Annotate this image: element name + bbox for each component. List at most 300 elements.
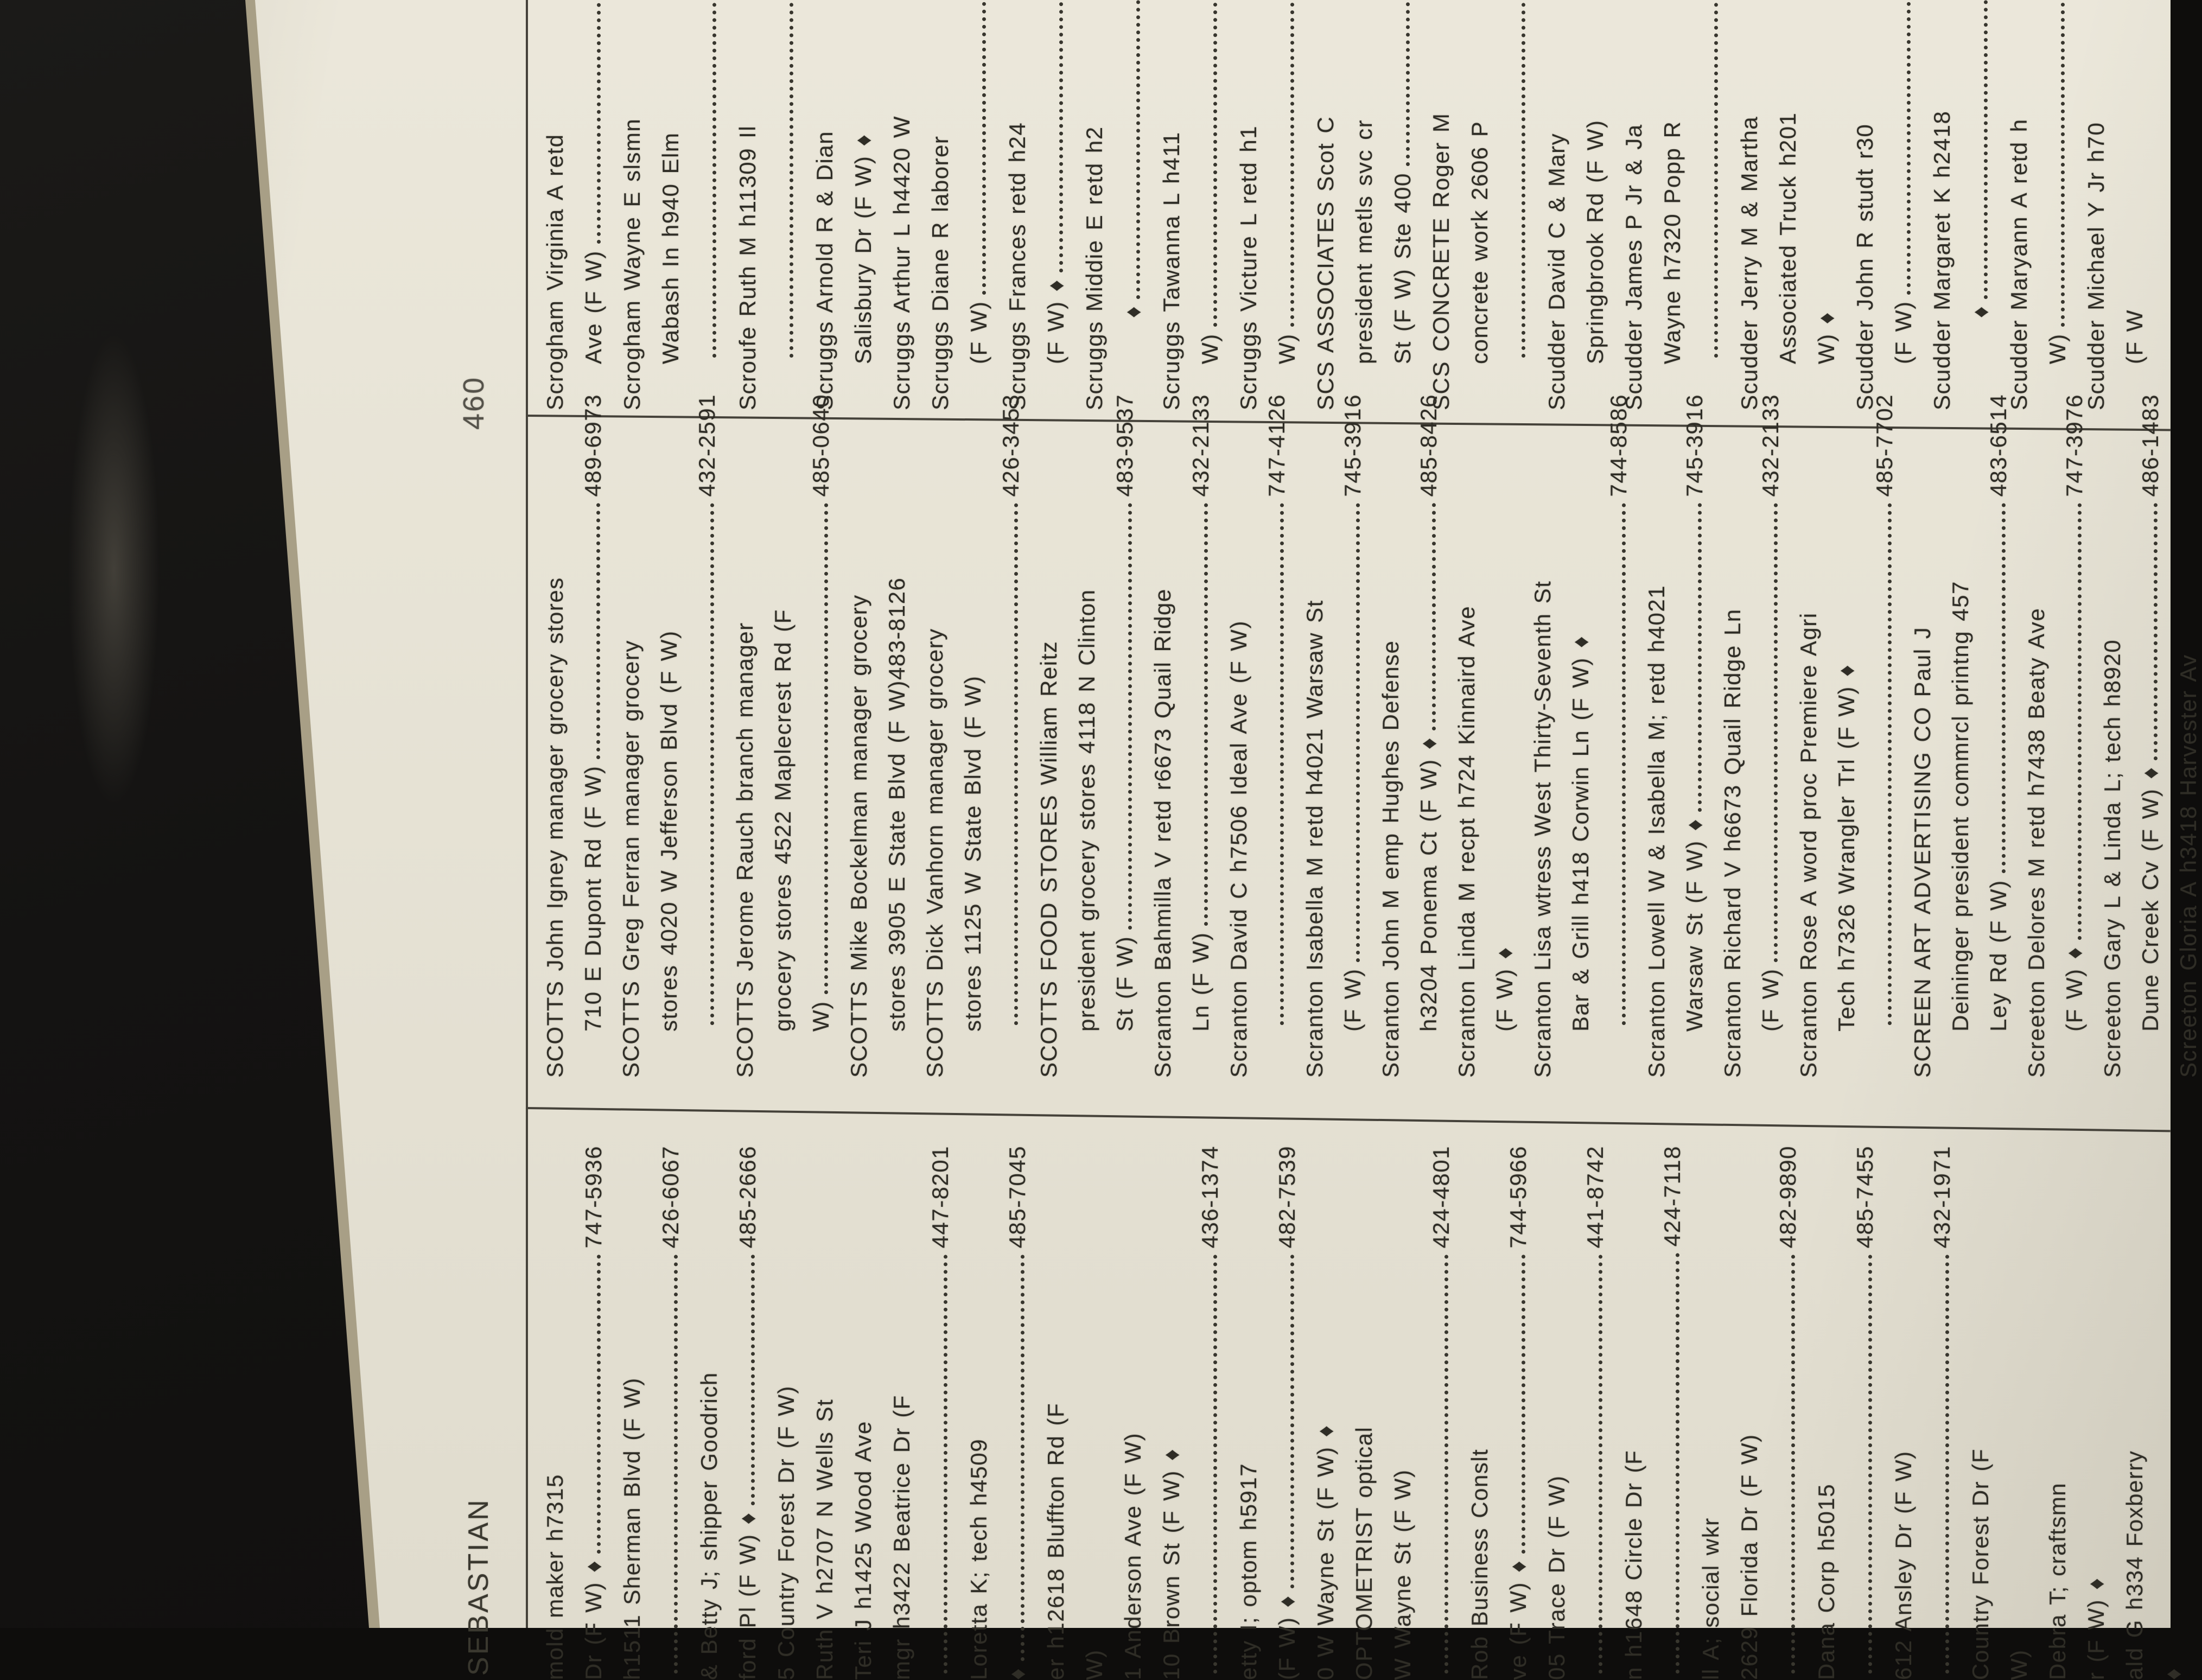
directory-line <box>1158 1448 1185 1680</box>
line-text: 5 Country Forest Dr (F W) <box>773 1385 799 1680</box>
line-text: Scranton Rose A word proc Premiere Agri <box>1796 612 1821 1078</box>
phone-number: 745-3916 <box>1682 394 1707 497</box>
directory-line <box>883 394 911 1078</box>
phone-number: 747-3976 <box>2061 394 2087 497</box>
line-text: mold maker h7315 <box>542 1474 568 1680</box>
line-text: 2629 Florida Dr (F W) <box>1736 1434 1762 1680</box>
dot-leader <box>1599 1255 1602 1674</box>
directory-line <box>2175 654 2202 1078</box>
line-text: SCOTTS Jerome Rauch branch manager <box>732 622 758 1078</box>
directory-line <box>807 394 835 1078</box>
directory-line <box>1505 0 1532 410</box>
directory-line <box>888 116 915 410</box>
directory-line <box>2160 1668 2187 1680</box>
phone-number: 485-2666 <box>735 1146 760 1249</box>
directory-line <box>1073 589 1100 1078</box>
line-text: 612 Ansley Dr (F W) <box>1891 1450 1916 1680</box>
directory-line <box>734 125 761 410</box>
line-text: St (F W) <box>1112 936 1137 1032</box>
directory-line <box>1582 120 1609 410</box>
line-text: Rob Business Conslt <box>1467 1448 1492 1680</box>
dot-leader <box>1356 504 1360 962</box>
directory-line <box>1235 125 1262 410</box>
phone-number: 482-9890 <box>1775 1146 1800 1249</box>
line-text: (F W) <box>1758 968 1783 1032</box>
directory-line <box>1757 394 1784 1078</box>
directory-line <box>657 132 684 410</box>
line-text: Scruggs Middie E retd h2 <box>1081 126 1107 410</box>
line-text: stores 3905 E State Blvd (F W) <box>884 680 909 1032</box>
directory-line <box>1543 1475 1570 1680</box>
line-text: (F W) ♦ <box>1492 946 1517 1032</box>
line-text: Scranton David C h7506 Ideal Ave (F W) <box>1226 620 1251 1078</box>
line-text: Warsaw St (F W) ♦ <box>1682 818 1707 1032</box>
directory-line <box>959 676 987 1078</box>
dot-leader <box>824 504 828 995</box>
line-text: r (F W) ♦ <box>2083 1577 2109 1680</box>
directory-line <box>1466 1449 1493 1680</box>
line-text: ll A; social wkr <box>1698 1517 1723 1680</box>
line-text: Scruggs Diane R laborer <box>927 135 953 410</box>
line-text: Scudder Michael Y Jr h70 <box>2083 122 2109 410</box>
directory-line <box>1719 608 1746 1078</box>
dot-leader <box>1406 0 1410 166</box>
line-text: (F W) <box>1891 301 1916 364</box>
line-text: W) <box>1274 333 1300 364</box>
directory-line <box>1235 1463 1262 1680</box>
dot-leader <box>1676 1253 1679 1673</box>
line-text: Scranton Bahmilla V retd r6673 Quail Ridge <box>1150 588 1175 1078</box>
page-number: 460 <box>457 376 490 430</box>
phone-number: 436-1374 <box>1197 1146 1223 1249</box>
dot-leader <box>596 504 600 759</box>
dot-leader <box>1791 1255 1795 1674</box>
dot-leader <box>2002 504 2006 874</box>
phone-number: 432-2591 <box>694 394 720 497</box>
line-text: Country Forest Dr (F <box>1968 1448 1993 1680</box>
dot-leader <box>1888 504 1892 1026</box>
line-text: Wabash In h940 Elm <box>658 132 683 364</box>
line-text: Dune Creek Cv (F W) ♦ <box>2137 766 2163 1032</box>
phone-number: 486-1483 <box>2137 394 2163 497</box>
line-text: Scudder John R studt r30 <box>1852 123 1878 410</box>
line-text: concrete work 2606 P <box>1467 120 1492 364</box>
directory-line <box>2044 0 2071 410</box>
directory-line <box>1119 0 1147 410</box>
directory-line <box>1620 124 1647 410</box>
directory-line <box>1967 1448 1994 1680</box>
dot-leader <box>1868 1255 1872 1674</box>
dot-leader <box>1945 1255 1949 1674</box>
directory-line <box>655 631 683 1078</box>
directory-line <box>965 1439 992 1680</box>
dot-leader <box>712 0 716 358</box>
phone-number: 483-6514 <box>1985 394 2011 497</box>
dot-leader <box>710 504 714 1026</box>
line-text: Ley Rd (F W) <box>1985 880 2011 1032</box>
line-text: Scrogham Wayne E slsmn <box>619 118 645 410</box>
line-text: Scudder Maryann A retd h <box>2006 118 2032 410</box>
dot-leader <box>1714 0 1718 358</box>
directory-line <box>693 394 721 1078</box>
line-text: Scruggs Victure L retd h1 <box>1236 125 1261 410</box>
line-text: (F W) ♦ <box>1043 279 1068 364</box>
line-text: Deininger president commrcl printng 457 <box>1948 581 1973 1032</box>
line-text: Tech h7326 Wrangler Trl (F W) ♦ <box>1834 664 1859 1032</box>
phone-number: 485-8426 <box>1416 394 1441 497</box>
line-text: Scruggs Frances retd h24 <box>1004 122 1030 410</box>
dot-leader <box>1213 0 1217 327</box>
phone-number: 744-8586 <box>1606 394 1631 497</box>
directory-line <box>2061 394 2088 1078</box>
dot-leader <box>1204 504 1208 926</box>
directory-line <box>1890 1450 1917 1680</box>
line-text: ♦ <box>1968 306 1993 318</box>
phone-number: 447-8201 <box>927 1146 953 1249</box>
directory-line <box>542 1474 569 1680</box>
line-text: h3204 Ponema Ct (F W) ♦ <box>1416 737 1441 1032</box>
line-text: Wayne h7320 Popp R <box>1659 120 1685 364</box>
directory-line <box>1149 588 1176 1078</box>
line-text: SCOTTS Mike Bockelman manager grocery <box>846 594 871 1078</box>
dot-leader <box>1522 0 1525 358</box>
line-text: (F W) ♦ <box>1274 1595 1300 1680</box>
directory-line <box>1042 1403 1070 1680</box>
line-text: Ln (F W) <box>1188 932 1213 1032</box>
directory-line <box>1643 585 1670 1078</box>
line-text: SCOTTS FOOD STORES William Reitz <box>1036 640 1061 1078</box>
directory-line <box>850 1421 877 1680</box>
line-text: Scudder Jerry M & Martha <box>1736 116 1762 410</box>
directory-line <box>1377 640 1404 1078</box>
directory-line <box>1042 0 1070 410</box>
directory-line <box>2006 118 2033 410</box>
directory-line <box>542 577 569 1078</box>
dot-leader <box>982 0 986 295</box>
line-text: SCOTTS John Igney manager grocery stores <box>542 577 568 1078</box>
directory-line <box>2044 1482 2071 1680</box>
directory-line <box>769 609 797 1078</box>
phone-number: 483-8126 <box>884 577 909 680</box>
phone-number: 432-2133 <box>1758 394 1783 497</box>
directory-line <box>657 1146 684 1680</box>
directory-line <box>1890 0 1917 410</box>
directory-line <box>965 0 992 410</box>
line-text: grocery stores 4522 Maplecrest Rd (F <box>770 609 795 1032</box>
directory-line <box>1659 121 1686 410</box>
directory-line <box>1339 394 1366 1078</box>
directory-line <box>2083 122 2110 410</box>
line-text: St (F W) Ste 400 <box>1390 173 1415 364</box>
dot-leader <box>1136 0 1140 299</box>
phone-number: 744-5966 <box>1505 1146 1531 1249</box>
guide-word: SEBASTIAN <box>463 1498 494 1676</box>
line-text: ♦ <box>2160 1668 2186 1680</box>
directory-line <box>1833 664 1860 1078</box>
directory-line <box>1813 1484 1840 1680</box>
column-top <box>521 0 2171 412</box>
line-text: (F W) <box>966 301 991 364</box>
line-text: & Betty J; shipper Goodrich <box>696 1372 722 1680</box>
line-text: Screeton Delores M retd h7438 Beaty Ave <box>2023 607 2049 1078</box>
directory-line <box>921 628 949 1078</box>
dot-leader <box>597 0 601 244</box>
phone-number: 426-6067 <box>658 1146 683 1249</box>
line-text: ford Pl (F W) ♦ <box>735 1512 760 1680</box>
directory-line <box>2083 1577 2110 1680</box>
line-text: Ave (F W) <box>581 250 606 364</box>
directory-line <box>1197 1146 1224 1680</box>
directory-line <box>1351 119 1378 410</box>
directory-line <box>1567 635 1594 1078</box>
directory-line <box>1389 0 1416 410</box>
phone-number: 747-5936 <box>581 1146 606 1249</box>
directory-line <box>1774 112 1802 410</box>
directory-line <box>618 640 645 1078</box>
directory-line <box>696 1372 723 1680</box>
directory-line <box>1851 124 1879 410</box>
phone-number: 432-2133 <box>1188 394 1213 497</box>
dot-leader <box>1059 0 1063 272</box>
line-text: Loretta K; tech h4509 <box>966 1438 991 1680</box>
directory-line <box>619 118 646 410</box>
line-text: n h1648 Circle Dr (F <box>1621 1449 1646 1680</box>
line-text: 0 W Wayne St (F W) ♦ <box>1313 1424 1338 1680</box>
dot-leader <box>1128 504 1132 930</box>
directory-line <box>542 134 569 411</box>
directory-line <box>773 0 800 410</box>
directory-line <box>1736 1434 1763 1680</box>
line-text: Ruth V h2707 N Wells St <box>812 1398 837 1680</box>
line-text: Screeton Gary L & Linda L; tech h8920 <box>2099 639 2125 1078</box>
directory-line <box>580 394 607 1078</box>
directory-line <box>2023 608 2050 1078</box>
dot-leader <box>944 1255 947 1674</box>
line-text: SCREEN ART ADVERTISING CO Paul J <box>1910 626 1935 1078</box>
line-text: 10 Brown St (F W) ♦ <box>1159 1448 1184 1680</box>
directory-line <box>1929 111 1956 410</box>
dot-leader <box>2154 504 2158 760</box>
directory-line <box>1697 0 1724 410</box>
dot-leader <box>1907 0 1911 295</box>
directory-line <box>1428 1146 1455 1680</box>
dot-leader <box>1984 0 1988 299</box>
directory-line <box>1453 606 1480 1078</box>
directory-line <box>1582 1146 1609 1680</box>
directory-line <box>696 0 723 410</box>
phone-number: 485-7702 <box>1872 394 1897 497</box>
dot-leader <box>674 1255 678 1674</box>
directory-line <box>2137 394 2164 1078</box>
line-text: Scruggs Arthur L h4420 W <box>889 115 914 410</box>
line-text: Scroufe Ruth M h11309 Il <box>735 125 760 410</box>
line-text: Scrogham Virginia A retd <box>542 133 568 410</box>
directory-line <box>1004 122 1031 410</box>
line-text: OPTOMETRIST optical <box>1351 1426 1377 1680</box>
line-text: 710 E Dupont Rd (F W) <box>580 765 606 1032</box>
line-text: mgr h3422 Beatrice Dr (F <box>889 1395 914 1680</box>
directory-line <box>811 1399 838 1680</box>
directory-line <box>1659 1146 1686 1680</box>
directory-line <box>2099 639 2126 1078</box>
directory-line <box>1351 1427 1378 1680</box>
directory-line <box>1774 1146 1802 1680</box>
directory-line <box>1035 641 1062 1078</box>
dot-leader <box>1774 504 1778 962</box>
directory-line <box>619 1377 646 1680</box>
directory-line <box>1929 1146 1956 1680</box>
directory-line <box>1187 394 1214 1078</box>
dot-leader <box>2061 0 2065 327</box>
directory-line <box>1263 394 1290 1078</box>
line-text: stores 4020 W Jefferson Blvd (F W) <box>656 630 682 1032</box>
directory-line <box>1947 581 1974 1078</box>
directory-line <box>1505 1146 1532 1680</box>
directory-line <box>1415 394 1442 1078</box>
line-text: (F W <box>2122 309 2147 364</box>
directory-line <box>2121 1450 2148 1680</box>
line-text: Screeton Gloria A h3418 Harvester Av <box>2175 654 2201 1078</box>
dot-leader <box>1444 1255 1448 1674</box>
dot-leader <box>1698 504 1702 812</box>
directory-line <box>1004 1146 1031 1680</box>
line-text: (F W) ♦ <box>2061 946 2087 1032</box>
line-text: ♦ <box>1004 1668 1030 1680</box>
line-text: SCOTTS Dick Vanhorn manager grocery <box>922 628 947 1078</box>
directory-line <box>580 0 607 410</box>
directory-line <box>1466 121 1493 410</box>
directory-line <box>734 1146 761 1680</box>
dot-leader <box>1280 504 1284 1026</box>
line-text: W) <box>1197 333 1223 364</box>
phone-number: 485-7455 <box>1852 1146 1878 1249</box>
directory-line <box>1312 1424 1339 1680</box>
dot-leader <box>2078 504 2082 940</box>
directory-line <box>1301 600 1328 1078</box>
line-text: Scranton Lowell W & Isabella M; retd h4021 <box>1644 584 1669 1078</box>
directory-line <box>1967 0 1994 410</box>
directory-line <box>1813 311 1840 410</box>
line-text: (F W) <box>1340 968 1365 1032</box>
line-text: W) <box>2045 333 2070 364</box>
line-text: Dana Corp h5015 <box>1813 1483 1839 1680</box>
phone-number: 432-1971 <box>1929 1146 1955 1249</box>
directory-line <box>850 134 877 410</box>
phone-number: 424-4801 <box>1428 1146 1454 1249</box>
directory-line <box>997 394 1024 1078</box>
line-text: 05 Trace Dr (F W) <box>1544 1475 1569 1680</box>
dot-leader <box>1021 1255 1024 1662</box>
line-text: er h12618 Bluffton Rd (F <box>1043 1402 1068 1680</box>
line-text: Springbrook Rd (F W) <box>1582 119 1608 364</box>
dot-leader <box>1290 0 1294 327</box>
line-text: Scranton Linda M recpt h724 Kinnaird Ave <box>1454 605 1479 1078</box>
dot-leader <box>1290 1255 1294 1589</box>
directory-line <box>1605 394 1632 1078</box>
line-text: SCOTTS Greg Ferran manager grocery <box>618 640 644 1078</box>
directory-line <box>1158 131 1185 410</box>
directory-line <box>1081 1649 1108 1680</box>
directory-line <box>927 1146 954 1680</box>
column-bottom <box>521 1116 2186 1680</box>
directory-line <box>1909 627 1936 1078</box>
directory-line <box>1985 394 2012 1078</box>
dot-leader <box>1213 1255 1217 1674</box>
phone-number: 489-6973 <box>580 394 606 497</box>
line-text: W Wayne St (F W) <box>1390 1469 1415 1680</box>
line-text: Scudder Margaret K h2418 <box>1929 110 1955 410</box>
directory-line <box>1312 116 1339 410</box>
phone-number: 483-9537 <box>1112 394 1137 497</box>
phone-number: 441-8742 <box>1582 1146 1608 1249</box>
directory-line <box>1620 1450 1647 1680</box>
directory-line <box>927 136 954 410</box>
directory-line <box>1119 1433 1147 1680</box>
directory-line <box>1274 0 1301 410</box>
directory-line <box>1491 946 1518 1078</box>
line-text: W) <box>2006 1649 2032 1680</box>
phone-number: 482-7539 <box>1274 1146 1300 1249</box>
line-text: SCS CONCRETE Roger M <box>1428 112 1454 410</box>
directory-line <box>1111 394 1138 1078</box>
line-text: president grocery stores 4118 N Clinton <box>1074 589 1099 1032</box>
line-text: ♦ <box>1120 306 1145 318</box>
dot-leader <box>1432 504 1436 731</box>
directory-line <box>1681 394 1708 1078</box>
directory-line <box>1081 126 1108 410</box>
directory-line <box>888 1395 915 1680</box>
line-text: Scranton John M emp Hughes Defense <box>1378 640 1403 1078</box>
directory-line <box>1197 0 1224 410</box>
line-text: ald G h334 Foxberry <box>2122 1450 2147 1680</box>
line-text: h1511 Sherman Blvd (F W) <box>619 1377 645 1680</box>
line-text: Bar & Grill h418 Corwin Ln (F W) ♦ <box>1568 635 1593 1032</box>
directory-line <box>1389 1469 1416 1680</box>
column-middle <box>521 394 2201 1081</box>
line-text: ve (F W) ♦ <box>1505 1560 1531 1680</box>
phone-number: 747-4126 <box>1264 394 1289 497</box>
phone-number: 424-7118 <box>1659 1146 1685 1247</box>
dot-leader <box>1622 504 1626 1026</box>
directory-line <box>1736 116 1763 410</box>
line-text: Scranton Lisa wtress West Thirty-Seventh St <box>1530 580 1555 1078</box>
line-text: SCS ASSOCIATES Scot C <box>1313 116 1338 410</box>
dot-leader <box>751 1255 755 1506</box>
dot-leader <box>1522 1255 1525 1554</box>
line-text: Associated Truck h201 <box>1775 112 1800 364</box>
directory-line <box>1529 581 1556 1078</box>
directory-line <box>580 1146 607 1680</box>
directory-line <box>1428 113 1455 410</box>
dot-leader <box>1014 504 1018 1026</box>
line-text: Scranton Isabella M retd h4021 Warsaw St <box>1302 600 1327 1078</box>
line-text: W) <box>808 1001 833 1032</box>
directory-line <box>2006 1649 2033 1680</box>
line-text: Scruggs Arnold R & Dian <box>812 130 837 410</box>
directory-line <box>773 1385 800 1680</box>
phone-number: 745-3916 <box>1340 394 1365 497</box>
directory-line <box>1697 1517 1724 1680</box>
directory-line <box>1274 1146 1301 1680</box>
line-text: president metls svc cr <box>1351 119 1377 364</box>
directory-line <box>1225 620 1252 1078</box>
phone-number: 485-7045 <box>1004 1146 1030 1249</box>
directory-line <box>731 622 759 1078</box>
line-text: W) <box>1081 1649 1107 1680</box>
phone-number: 485-0640 <box>808 394 833 497</box>
directory-line <box>1871 394 1898 1078</box>
line-text: Scranton Richard V h6673 Quail Ridge Ln <box>1720 608 1745 1078</box>
